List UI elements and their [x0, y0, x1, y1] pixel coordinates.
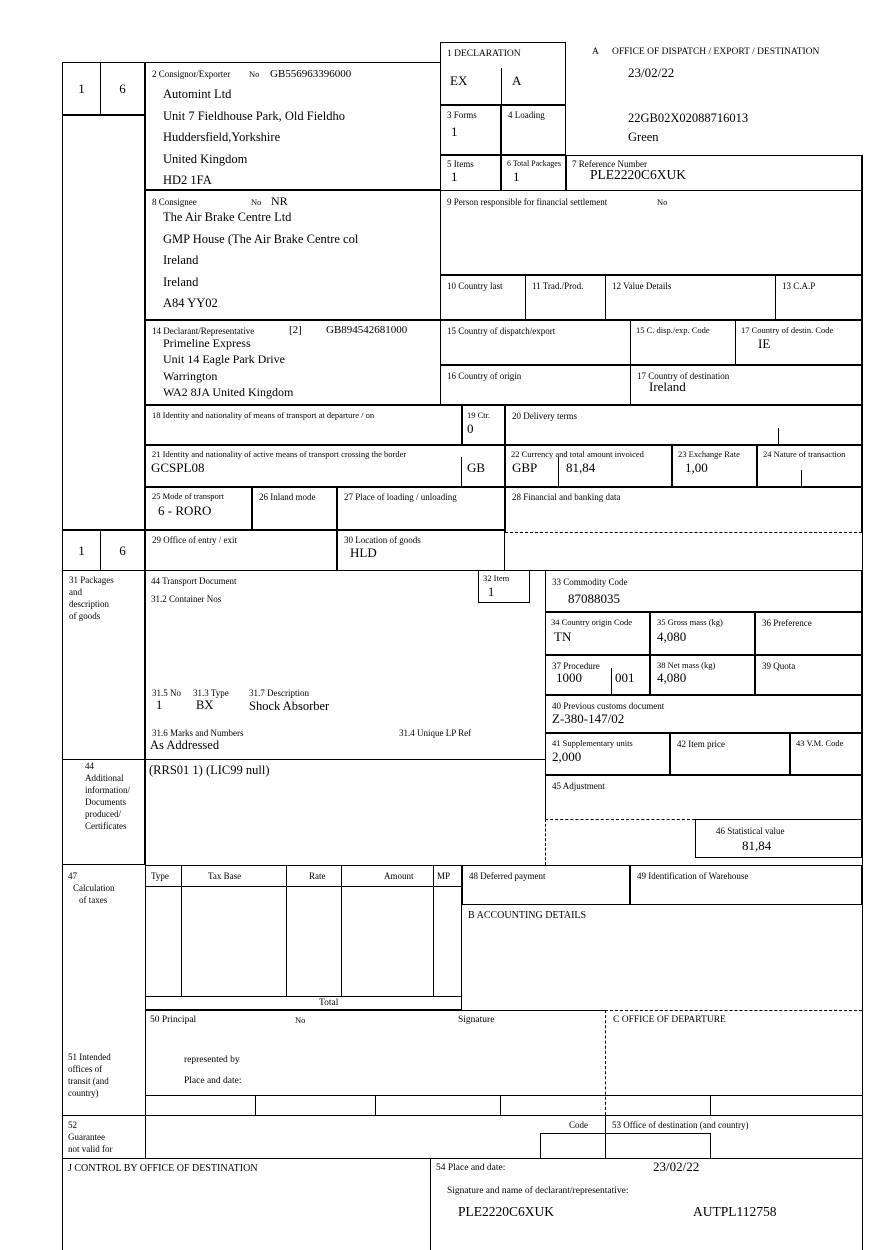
box-34-label: 34 Country origin Code	[551, 617, 632, 627]
box-24-label: 24 Nature of transaction	[763, 449, 846, 459]
box-19-container	[462, 405, 505, 445]
consignor-eori: GB556963396000	[270, 68, 352, 80]
transit-cells-top-line	[145, 1095, 862, 1096]
section-c-label: C OFFICE OF DEPARTURE	[613, 1015, 726, 1025]
goods-description-label: 31.7 Description	[249, 688, 309, 698]
box-33-label: 33 Commodity Code	[552, 577, 628, 587]
place-and-date-label: Place and date:	[184, 1076, 242, 1086]
box-51-label: country)	[68, 1088, 99, 1098]
box-51-label: offices of	[68, 1064, 103, 1074]
copy-number-box	[100, 530, 145, 571]
section-c-left-dashed-line	[605, 1010, 606, 1115]
box-13-cap	[775, 275, 862, 320]
box-44t-label: 44 Transport Document	[151, 576, 237, 586]
box-5-items	[440, 155, 501, 191]
box-26-inland-mode	[252, 487, 337, 530]
box-26-label: 26 Inland mode	[259, 492, 316, 502]
box-9-financial-settlement	[440, 190, 862, 275]
item-number-value: 1	[488, 585, 495, 599]
procedure-value-1: 1000	[556, 670, 582, 685]
declaration-type: EX	[450, 73, 468, 88]
declarant-eori: GB894542681000	[326, 324, 408, 336]
box-39-quota	[755, 655, 862, 695]
box-42-item-price	[670, 733, 790, 775]
box-53-left-line	[605, 1115, 606, 1158]
gross-mass-value: 4,080	[657, 629, 687, 644]
box-54-left-line	[430, 1158, 431, 1250]
consignor-country: United Kingdom	[163, 152, 248, 166]
copy-number-box	[100, 62, 145, 115]
box-43-vm-code	[790, 733, 862, 775]
box-7-reference-number	[566, 155, 862, 191]
box-38-net-mass	[650, 655, 755, 695]
declarant-name: Primeline Express	[163, 336, 251, 350]
box-35-label: 35 Gross mass (kg)	[657, 617, 723, 627]
box-6-total-packages	[501, 155, 566, 191]
origin-code-value: TN	[554, 629, 572, 644]
box-5-label: 5 Items	[447, 159, 474, 169]
transit-cell-divider	[710, 1095, 711, 1115]
box-23-exchange-rate	[672, 445, 757, 487]
marks-numbers-label: 31.6 Marks and Numbers	[152, 728, 244, 738]
transport-nationality-value: GB	[467, 460, 486, 475]
box-20-label: 20 Delivery terms	[512, 411, 577, 421]
box-46-statistical-value	[695, 819, 862, 858]
box-15a-dispatch-code	[630, 320, 736, 365]
consignee-country: Ireland	[163, 275, 199, 289]
left-margin-empty-box	[62, 115, 145, 530]
box-30-label: 30 Location of goods	[344, 535, 421, 545]
box-17-label: 17 Country of destination	[637, 371, 730, 381]
consignee-name: The Air Brake Centre Ltd	[163, 210, 292, 224]
routing-indicator: Green	[628, 130, 659, 144]
unique-lp-ref-label: 31.4 Unique LP Ref	[399, 728, 472, 738]
box-10-country-last	[440, 275, 526, 320]
box-40-label: 40 Previous customs document	[552, 701, 665, 711]
box-53-label: 53 Office of destination (and country)	[612, 1120, 749, 1130]
code-cell-line	[540, 1133, 710, 1134]
copy-number: 1	[78, 542, 85, 558]
box-39-label: 39 Quota	[762, 661, 796, 671]
box-50-top-line	[145, 1010, 605, 1011]
box-12-value-details	[605, 275, 776, 320]
tax-col-amount: Amount	[384, 871, 414, 881]
total-packages-value: 1	[513, 169, 520, 184]
box-1-divider	[501, 68, 502, 104]
box-50-label: 50 Principal	[150, 1015, 197, 1025]
box-36-preference	[755, 612, 862, 655]
section-j-top-line	[62, 1158, 862, 1159]
guarantee-code-label: Code	[569, 1120, 588, 1130]
box-32-item	[478, 570, 530, 603]
box-52-label: Guarantee	[68, 1132, 105, 1142]
section-j-label: J CONTROL BY OFFICE OF DESTINATION	[68, 1163, 258, 1174]
signature-name-label: Signature and name of declarant/representative:	[447, 1186, 629, 1196]
box-27-label: 27 Place of loading / unloading	[344, 492, 457, 502]
box-32-label: 32 Item	[483, 573, 510, 583]
container-flag-value: 0	[467, 421, 474, 436]
reference-number-value: PLE2220C6XUK	[590, 167, 687, 182]
represented-by-label: represented by	[184, 1055, 240, 1065]
box-17a-label: 17 Country of destin. Code	[741, 325, 834, 335]
movement-reference-number: 22GB02X02088716013	[628, 111, 749, 125]
marks-numbers-value: As Addressed	[150, 738, 220, 752]
box-23-label: 23 Exchange Rate	[678, 449, 740, 459]
box-41-label: 41 Supplementary units	[552, 738, 633, 748]
box-21-divider	[461, 457, 462, 487]
box-31-label: and	[69, 587, 82, 597]
box-47-label: Calculation	[73, 883, 115, 893]
box-12-label: 12 Value Details	[612, 281, 672, 291]
box-42-label: 42 Item price	[677, 739, 725, 749]
goods-description-value: Shock Absorber	[249, 699, 330, 713]
container-nos-label: 31.2 Container Nos	[151, 594, 222, 604]
item-left-divider	[145, 570, 146, 1158]
consignee-address-2: Ireland	[163, 253, 199, 267]
box-24-nature-transaction	[757, 445, 862, 487]
goods-location-value: HLD	[350, 545, 377, 560]
box-30-location-goods	[337, 530, 505, 571]
dispatch-date: 23/02/22	[628, 65, 675, 80]
box-21-label: 21 Identity and nationality of active means of transport crossing the border	[152, 449, 407, 459]
box-31-label: 31 Packages	[69, 575, 114, 585]
box-8-consignee	[145, 190, 441, 320]
box-51-label: transit (and	[68, 1076, 109, 1086]
box-16-country-origin	[440, 365, 631, 405]
box-17a-destination-code	[735, 320, 862, 365]
box-14-declarant	[145, 320, 441, 405]
box-3-forms	[440, 105, 501, 155]
box-1-declaration	[440, 42, 566, 105]
box-52-label: not valid for	[68, 1144, 113, 1154]
consignor-name: Automint Ltd	[163, 87, 232, 101]
box-2-consignor	[145, 62, 441, 190]
box-14-label: 14 Declarant/Representative	[152, 326, 255, 336]
declarant-address-1: Unit 14 Eagle Park Drive	[163, 352, 285, 366]
code-cell-line	[540, 1133, 541, 1158]
supplementary-units-value: 2,000	[552, 749, 582, 764]
exchange-rate-value: 1,00	[685, 460, 708, 475]
box-20-delivery-terms	[505, 405, 862, 445]
copy-number-box	[62, 530, 101, 571]
box-37-label: 37 Procedure	[552, 661, 600, 671]
box-18-transport-departure	[145, 405, 462, 445]
declarant-postcode: WA2 8JA United Kingdom	[163, 385, 294, 399]
section-c-top-dashed-line	[605, 1010, 862, 1011]
tax-col-rate: Rate	[309, 871, 326, 881]
box-22-label: 22 Currency and total amount invoiced	[511, 449, 644, 459]
box-38-label: 38 Net mass (kg)	[657, 660, 716, 670]
box-17-country-destination	[630, 365, 862, 405]
currency-value: GBP	[512, 460, 538, 475]
transit-cell-divider	[255, 1095, 256, 1115]
mode-transport-value: 6 - RORO	[158, 503, 212, 518]
frame-right-border	[862, 155, 863, 1250]
box-50-no-label: No	[295, 1015, 306, 1025]
section-b-label: B ACCOUNTING DETAILS	[468, 910, 587, 921]
box-25-label: 25 Mode of transport	[152, 491, 225, 501]
consignee-id: NR	[271, 194, 288, 208]
statistical-value: 81,84	[742, 838, 772, 853]
transit-cell-divider	[500, 1095, 501, 1115]
box-10-label: 10 Country last	[447, 281, 503, 291]
box-46-label: 46 Statistical value	[716, 826, 785, 836]
box-25-mode-transport	[145, 487, 252, 530]
signature-label: Signature	[458, 1015, 495, 1025]
transit-cell-divider	[375, 1095, 376, 1115]
box-31-label: of goods	[69, 611, 101, 621]
box-15-country-dispatch	[440, 320, 631, 365]
box-15-label: 15 Country of dispatch/export	[447, 326, 556, 336]
box-45-adjustment	[545, 775, 862, 819]
commodity-code-value: 87088035	[568, 591, 620, 606]
box-51-label: 51 Intended	[68, 1052, 111, 1062]
tax-col-mp: MP	[437, 871, 451, 881]
box-44-label: information/	[85, 785, 130, 795]
box-11-label: 11 Trad./Prod.	[532, 281, 584, 291]
box-15a-label: 15 C. disp./exp. Code	[636, 325, 710, 335]
consignor-address-2: Huddersfield,Yorkshire	[163, 130, 281, 144]
box-2-no-label: No	[249, 69, 260, 79]
net-mass-value: 4,080	[657, 670, 687, 685]
box-9-no-label: No	[657, 197, 668, 207]
box-45-label: 45 Adjustment	[552, 781, 605, 791]
box-36-label: 36 Preference	[762, 618, 812, 628]
packages-type-label: 31.3 Type	[193, 688, 229, 698]
box-27-place-loading	[337, 487, 505, 530]
item-right-divider-dashed	[545, 819, 546, 865]
tax-col-type: Type	[151, 871, 169, 881]
tax-col-base: Tax Base	[208, 871, 242, 881]
box-35-gross-mass	[650, 612, 755, 655]
box-22-divider	[558, 457, 559, 487]
destination-date: 23/02/22	[653, 1159, 700, 1174]
box-1-label: 1 DECLARATION	[447, 49, 521, 59]
authorisation-value: AUTPL112758	[693, 1204, 777, 1219]
section-a-title: OFFICE OF DISPATCH / EXPORT / DESTINATION	[612, 47, 820, 57]
packages-type-value: BX	[196, 698, 214, 712]
destination-country-value: Ireland	[649, 379, 686, 394]
box-54-label: 54 Place and date:	[436, 1163, 506, 1173]
box-16-label: 16 Country of origin	[447, 371, 522, 381]
statistical-dashed-line	[545, 819, 695, 820]
box-52-label: 52	[68, 1120, 77, 1130]
box-31-label: description	[69, 599, 109, 609]
declarant-reference-value: PLE2220C6XUK	[458, 1204, 555, 1219]
box-19-label: 19 Ctr.	[467, 410, 491, 420]
box-24-divider	[801, 470, 802, 487]
copy-number: 6	[119, 542, 126, 558]
tax-total-label: Total	[319, 998, 339, 1008]
box-13-label: 13 C.A.P	[782, 281, 816, 291]
box-47-tax-table	[145, 865, 462, 1010]
box-28-financial-banking	[505, 487, 862, 533]
box-2-label: 2 Consignor/Exporter	[152, 69, 231, 79]
box-49-label: 49 Identification of Warehouse	[637, 871, 749, 881]
box-18-label: 18 Identity and nationality of means of transport at departure / on	[152, 410, 375, 420]
packages-no-label: 31.5 No	[152, 688, 181, 698]
copy-number: 6	[119, 80, 126, 96]
box-31-left-strip	[62, 570, 145, 865]
box-40-previous-document	[545, 695, 862, 733]
items-value: 1	[451, 169, 458, 184]
box-44-label: Additional	[85, 773, 124, 783]
section-a-letter: A	[592, 47, 599, 57]
box-37-procedure	[545, 655, 650, 695]
box-49-warehouse	[630, 865, 862, 905]
box-28-label: 28 Financial and banking data	[512, 492, 621, 502]
box-47-label: 47	[68, 871, 77, 881]
forms-value: 1	[451, 124, 458, 139]
box-11-trad-prod	[525, 275, 606, 320]
declaration-subtype: A	[512, 73, 522, 88]
transport-identity-value: GCSPL08	[151, 460, 205, 475]
box-22-currency-amount	[505, 445, 672, 487]
box-21-active-transport	[145, 445, 505, 487]
consignee-address-1: GMP House (The Air Brake Centre col	[163, 232, 359, 246]
packages-no-value: 1	[156, 698, 163, 712]
consignor-postcode: HD2 1FA	[163, 173, 212, 187]
tax-table-total-line	[146, 996, 461, 997]
box-48-label: 48 Deferred payment	[469, 871, 546, 881]
declarant-address-2: Warrington	[163, 369, 218, 383]
box-7-label: 7 Reference Number	[572, 159, 647, 169]
box-43-label: 43 V.M. Code	[796, 738, 844, 748]
previous-document-value: Z-380-147/02	[552, 711, 625, 726]
box-9-label: 9 Person responsible for financial settlement	[447, 197, 608, 207]
box-33-commodity-code	[545, 570, 862, 612]
procedure-value-2: 001	[615, 670, 635, 685]
code-cell-line	[710, 1133, 711, 1158]
box-44-label: 44	[85, 761, 94, 771]
additional-info-value: (RRS01 1) (LIC99 null)	[149, 763, 270, 777]
box-20-divider	[778, 428, 779, 445]
declarant-code: [2]	[289, 324, 302, 336]
box-44-label: produced/	[85, 809, 121, 819]
box-6-label: 6 Total Packages	[507, 159, 561, 168]
box-44-label: Certificates	[85, 821, 127, 831]
tax-table-header-line	[146, 886, 461, 887]
box-48-deferred-payment	[462, 865, 630, 905]
box-29-office-entry	[145, 530, 337, 571]
destination-country-code: IE	[758, 336, 771, 351]
box-44-top-line	[62, 759, 545, 760]
consignee-postcode: A84 YY02	[163, 296, 218, 310]
copy-number: 1	[78, 80, 85, 96]
box-8-no-label: No	[251, 197, 262, 207]
box-37-divider	[611, 668, 612, 695]
copy-number-box	[62, 62, 101, 115]
invoice-amount-value: 81,84	[566, 460, 596, 475]
box-3-label: 3 Forms	[447, 110, 477, 120]
box-4-loading	[501, 105, 566, 155]
transit-cells-bottom-line	[62, 1115, 862, 1116]
box-47-label: of taxes	[79, 895, 108, 905]
box-41-supplementary-units	[545, 733, 670, 775]
box-8-label: 8 Consignee	[152, 197, 197, 207]
box-34-country-origin-code	[545, 612, 650, 655]
box-29-label: 29 Office of entry / exit	[152, 535, 238, 545]
box-44-label: Documents	[85, 797, 126, 807]
consignor-address-1: Unit 7 Fieldhouse Park, Old Fieldho	[163, 109, 345, 123]
box-4-label: 4 Loading	[508, 110, 545, 120]
